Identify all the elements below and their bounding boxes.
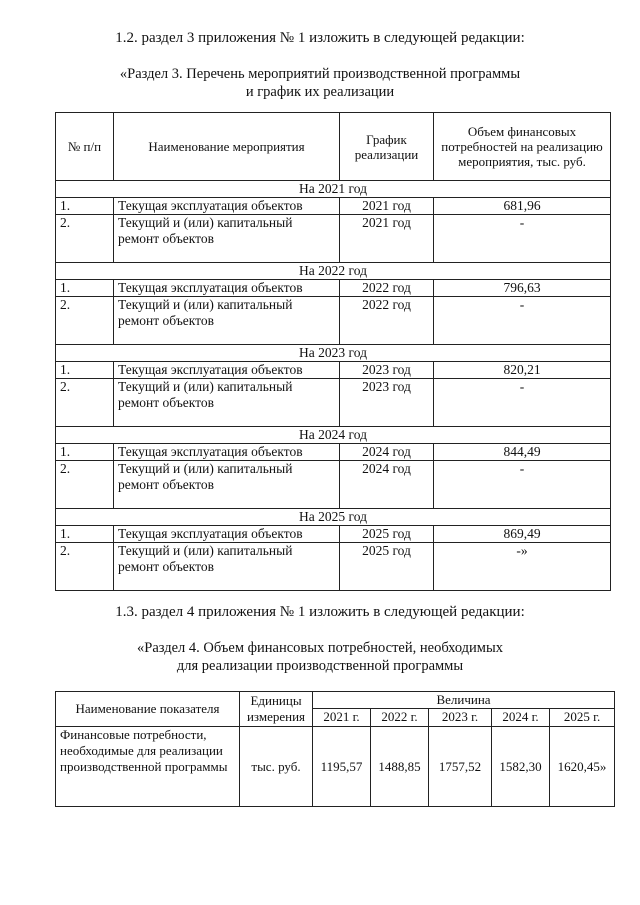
year-group-row xyxy=(56,263,611,280)
table-row xyxy=(56,297,611,345)
table-row xyxy=(56,543,611,591)
row-num: 1. xyxy=(56,198,114,215)
row-activity-name: Текущая эксплуатация объектов xyxy=(114,362,340,379)
row-schedule: 2024 год xyxy=(340,444,434,461)
section-1-2-instruction: 1.2. раздел 3 приложения № 1 изложить в следующей редакции: xyxy=(115,30,525,46)
row-schedule: 2025 год xyxy=(340,526,434,543)
row-activity-name: Текущая эксплуатация объектов xyxy=(114,526,340,543)
financial-needs-row xyxy=(56,727,615,807)
table-row xyxy=(56,461,611,509)
indicator-name: Финансовые потребности, необходимые для реализации производственной программы xyxy=(56,727,240,807)
value-2023: 1757,52 xyxy=(429,727,492,807)
row-num: 2. xyxy=(56,543,114,591)
row-activity-name: Текущий и (или) капитальный ремонт объектов xyxy=(114,215,340,263)
table-row xyxy=(56,198,611,215)
table-row xyxy=(56,379,611,427)
value-2025: 1620,45» xyxy=(550,727,615,807)
year-2021: 2021 г. xyxy=(313,709,371,727)
row-num: 1. xyxy=(56,280,114,297)
year-group-row xyxy=(56,509,611,526)
section-1-3-instruction: 1.3. раздел 4 приложения № 1 изложить в следующей редакции: xyxy=(115,604,525,620)
row-activity-name: Текущий и (или) капитальный ремонт объектов xyxy=(114,461,340,509)
row-num: 1. xyxy=(56,526,114,543)
row-value: - xyxy=(434,215,611,263)
activities-table xyxy=(55,112,611,591)
row-num: 2. xyxy=(56,297,114,345)
row-schedule: 2025 год xyxy=(340,543,434,591)
year-2025: 2025 г. xyxy=(550,709,615,727)
row-schedule: 2023 год xyxy=(340,379,434,427)
table-row xyxy=(56,215,611,263)
row-value: - xyxy=(434,297,611,345)
row-num: 1. xyxy=(56,444,114,461)
value-2021: 1195,57 xyxy=(313,727,371,807)
row-activity-name: Текущий и (или) капитальный ремонт объектов xyxy=(114,379,340,427)
row-activity-name: Текущая эксплуатация объектов xyxy=(114,280,340,297)
row-value: -» xyxy=(434,543,611,591)
table-row xyxy=(56,444,611,461)
value-2022: 1488,85 xyxy=(371,727,429,807)
year-group-row xyxy=(56,181,611,198)
header-value: Величина xyxy=(313,692,615,709)
section3-title-line2: и график их реализации xyxy=(245,84,395,100)
year-group-label: На 2025 год xyxy=(56,509,611,526)
header-schedule: График реализации xyxy=(340,113,434,181)
row-value: 796,63 xyxy=(434,280,611,297)
year-group-row xyxy=(56,427,611,444)
row-num: 2. xyxy=(56,215,114,263)
section3-title-line1: «Раздел 3. Перечень мероприятий производственной программы xyxy=(119,66,521,82)
row-activity-name: Текущая эксплуатация объектов xyxy=(114,198,340,215)
row-num: 2. xyxy=(56,461,114,509)
year-2024: 2024 г. xyxy=(492,709,550,727)
row-num: 1. xyxy=(56,362,114,379)
year-2022: 2022 г. xyxy=(371,709,429,727)
year-group-label: На 2024 год xyxy=(56,427,611,444)
financial-needs-table xyxy=(55,691,615,807)
indicator-units: тыс. руб. xyxy=(240,727,313,807)
year-group-label: На 2021 год xyxy=(56,181,611,198)
activities-table-header xyxy=(56,113,611,181)
year-group-row xyxy=(56,345,611,362)
header-volume: Объем финансовых потребностей на реализацию мероприятия, тыс. руб. xyxy=(434,113,611,181)
row-schedule: 2024 год xyxy=(340,461,434,509)
row-value: - xyxy=(434,379,611,427)
table-row xyxy=(56,526,611,543)
row-value: - xyxy=(434,461,611,509)
row-activity-name: Текущий и (или) капитальный ремонт объектов xyxy=(114,543,340,591)
year-group-label: На 2023 год xyxy=(56,345,611,362)
header-indicator-name: Наименование показателя xyxy=(56,692,240,727)
row-schedule: 2022 год xyxy=(340,280,434,297)
row-value: 820,21 xyxy=(434,362,611,379)
row-value: 844,49 xyxy=(434,444,611,461)
year-group-label: На 2022 год xyxy=(56,263,611,280)
row-activity-name: Текущий и (или) капитальный ремонт объектов xyxy=(114,297,340,345)
row-schedule: 2021 год xyxy=(340,198,434,215)
table-row xyxy=(56,280,611,297)
row-schedule: 2023 год xyxy=(340,362,434,379)
row-schedule: 2021 год xyxy=(340,215,434,263)
header-num: № п/п xyxy=(56,113,114,181)
row-schedule: 2022 год xyxy=(340,297,434,345)
section4-title-line2: для реализации производственной программы xyxy=(176,658,464,674)
row-num: 2. xyxy=(56,379,114,427)
table-row xyxy=(56,362,611,379)
value-2024: 1582,30 xyxy=(492,727,550,807)
header-units: Единицы измерения xyxy=(240,692,313,727)
row-activity-name: Текущая эксплуатация объектов xyxy=(114,444,340,461)
section4-title-line1: «Раздел 4. Объем финансовых потребностей, необходимых xyxy=(137,640,503,656)
row-value: 869,49 xyxy=(434,526,611,543)
row-value: 681,96 xyxy=(434,198,611,215)
header-name: Наименование мероприятия xyxy=(114,113,340,181)
year-2023: 2023 г. xyxy=(429,709,492,727)
